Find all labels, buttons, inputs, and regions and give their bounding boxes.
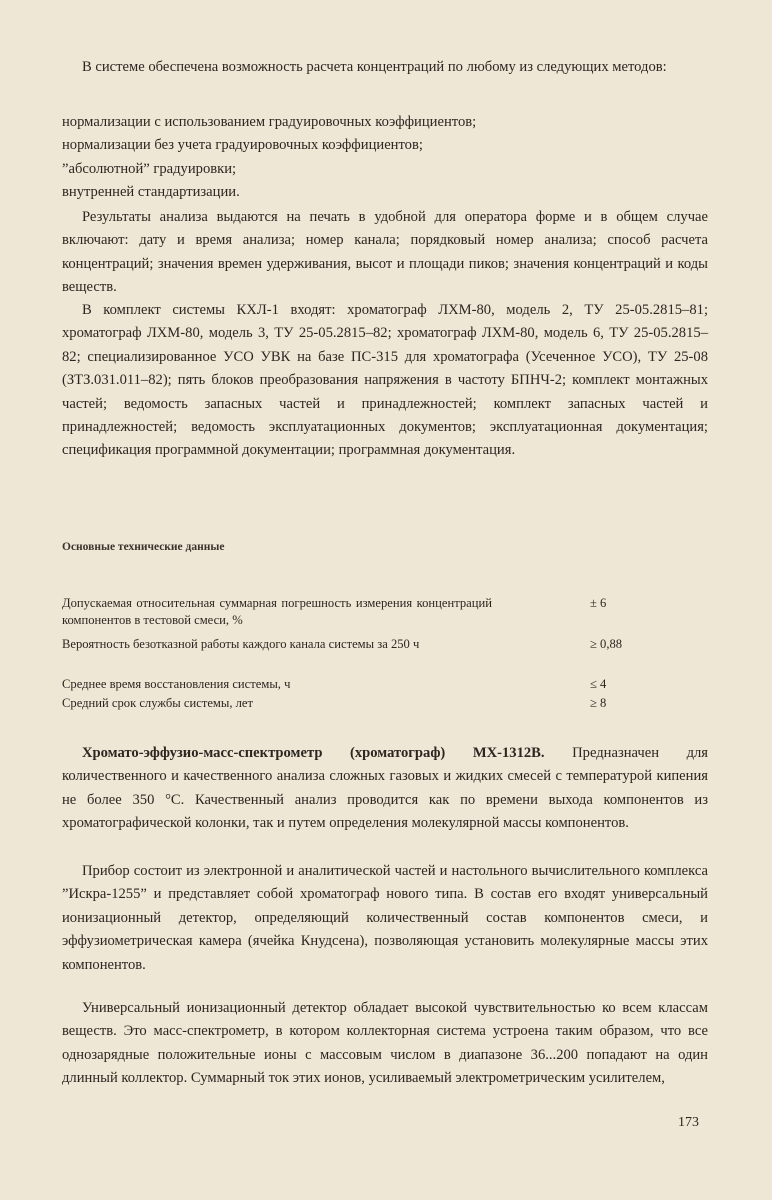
spec-row <box>62 636 708 653</box>
results-paragraph: Результаты анализа выдаются на печать в удобной для оператора форме и в общем случае включают: дату и время анализа; номер канала; порядковый номер анализа; способ расчета концентраций; значения времен удерживания, высот и площади пиков; значения концентраций и коды веществ. <box>62 209 708 296</box>
list-item: нормализации с использованием градуировочных коэффициентов; <box>62 114 477 130</box>
specs-title: Основные технические данные <box>62 541 225 553</box>
page-number: 173 <box>678 1115 699 1130</box>
device-description: Предназначен для количественного и качественного анализа сложных газовых и жидких смесей с температурой кипения не более 350 °С. Качественный анализ проводится как по времени выхода компонентов из хроматографической колонки, так и путем определения молекулярной массы компонентов. <box>62 745 708 832</box>
detector-paragraph: Универсальный ионизационный детектор обладает высокой чувствительностью ко всем классам веществ. Это масс-спектрометр, в котором коллекторная система устроена таким образом, что все однозарядные положительные ионы с массовым числом в диапазоне 36...200 попадают на один длинный коллектор. Суммарный ток этих ионов, усиливаемый электрометрическим усилителем, <box>62 1000 708 1087</box>
spec-label: Средний срок службы системы, лет <box>62 696 254 710</box>
methods-list <box>62 111 708 205</box>
spec-row <box>62 595 708 629</box>
kit-paragraph: В комплект системы КХЛ-1 входят: хроматограф ЛХМ-80, модель 2, ТУ 25-05.2815–81; хроматограф ЛХМ-80, модель 3, ТУ 25-05.2815–82; хроматограф ЛХМ-80, модель 6, ТУ 25-05.2815–82; специализированное УСО УВК на базе ПС-315 для хроматографа (Усеченное УСО), ТУ 25-08 (ЗТЗ.031.011–82); пять блоков преобразования напряжения в частоту БПНЧ-2; комплект монтажных частей; ведомость запасных частей и принадлежностей; комплект запасных частей и принадлежностей; ведомость эксплуатационных документов; эксплуатационная документация; спецификация программной документации; программная документация. <box>62 302 708 459</box>
spec-label: Среднее время восстановления системы, ч <box>62 677 291 691</box>
list-item: внутренней стандартизации. <box>62 184 240 201</box>
spec-value: ≤ 4 <box>590 677 607 691</box>
spec-row <box>62 695 708 712</box>
spec-value: ≥ 8 <box>590 696 607 710</box>
list-item: нормализации без учета градуировочных коэффициентов; <box>62 137 423 154</box>
intro-paragraph: В системе обеспечена возможность расчета концентраций по любому из следующих методов: <box>82 59 667 75</box>
spec-label: Допускаемая относительная суммарная погрешность измерения концентраций компонентов в тестовой смеси, % <box>62 596 492 627</box>
list-item: ”абсолютной” градуировки; <box>62 160 237 177</box>
spec-row <box>62 676 708 693</box>
device-paragraph <box>62 742 708 836</box>
spec-label: Вероятность безотказной работы каждого канала системы за 250 ч <box>62 637 420 651</box>
device-heading: Хромато-эффузио-масс-спектрометр (хроматограф) МХ-1312В. <box>82 745 545 761</box>
spec-value: ≥ 0,88 <box>590 637 623 651</box>
spec-value: ± 6 <box>590 596 607 610</box>
composition-paragraph: Прибор состоит из электронной и аналитической частей и настольного вычислительного комплекса ”Искра-1255” и представляет собой хроматограф нового типа. В состав его входят универсальный ионизационный детектор, определяющий количественный состав компонентов смеси, и эффузиометрическая камера (ячейка Кнудсена), позволяющая установить молекулярные массы этих компонентов. <box>62 863 708 973</box>
